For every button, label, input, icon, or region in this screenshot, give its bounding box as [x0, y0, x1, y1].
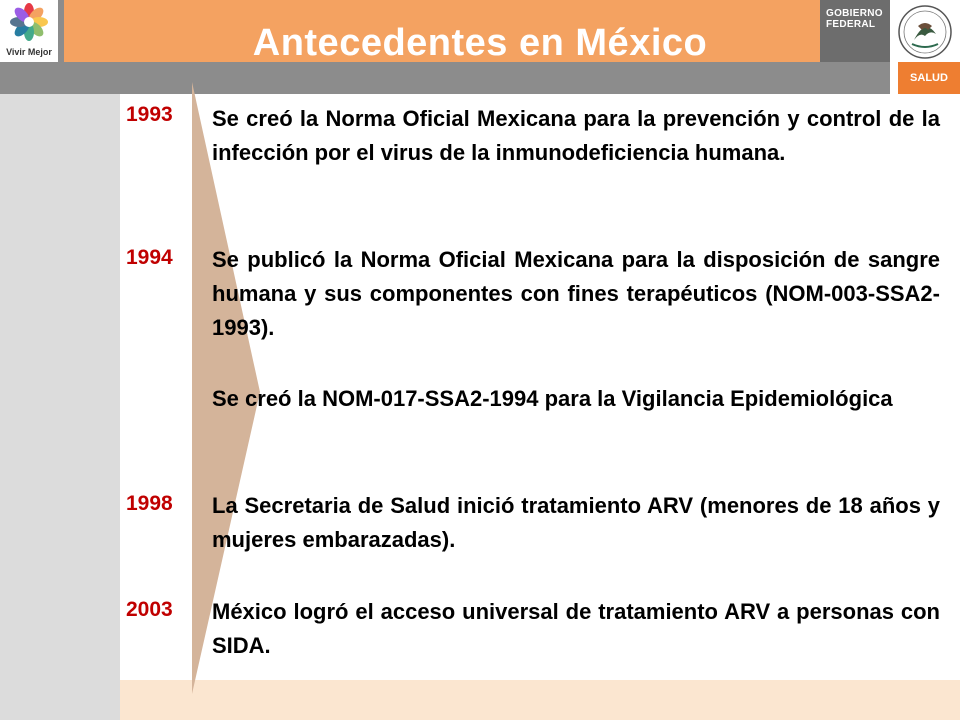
logo-caption: Vivir Mejor — [6, 47, 52, 57]
mexico-seal-icon — [894, 4, 956, 60]
year-1994: 1994 — [126, 246, 173, 269]
year-2003: 2003 — [126, 598, 173, 621]
salud-bar — [820, 62, 890, 94]
timeline-item-1998: La Secretaria de Salud inició tratamiento ARV (menores de 18 años y mujeres embarazadas). — [212, 493, 940, 552]
year-1993: 1993 — [126, 103, 173, 126]
timeline-item-1993: Se creó la Norma Oficial Mexicana para la prevención y control de la infección por el virus de la inmunodeficiencia humana. — [212, 106, 940, 165]
year-1998: 1998 — [126, 492, 173, 515]
page-title: Antecedentes en México — [252, 22, 708, 64]
salud-label: SALUD — [898, 62, 960, 94]
gov-label-box — [820, 0, 890, 62]
timeline-item-nom-017: Se creó la NOM-017-SSA2-1994 para la Vigilancia Epidemiológica — [212, 386, 893, 411]
government-block — [820, 0, 960, 94]
gov-line-1: GOBIERNO — [826, 8, 883, 19]
left-column — [0, 94, 120, 720]
header-strip — [0, 62, 820, 94]
gov-line-2: FEDERAL — [826, 19, 876, 30]
timeline-item-1994: Se publicó la Norma Oficial Mexicana para la disposición de sangre humana y sus componentes con fines terapéuticos (NOM-003-SSA2-1993). — [212, 247, 940, 340]
timeline-item-2003: México logró el acceso universal de tratamiento ARV a personas con SIDA. — [212, 599, 940, 658]
